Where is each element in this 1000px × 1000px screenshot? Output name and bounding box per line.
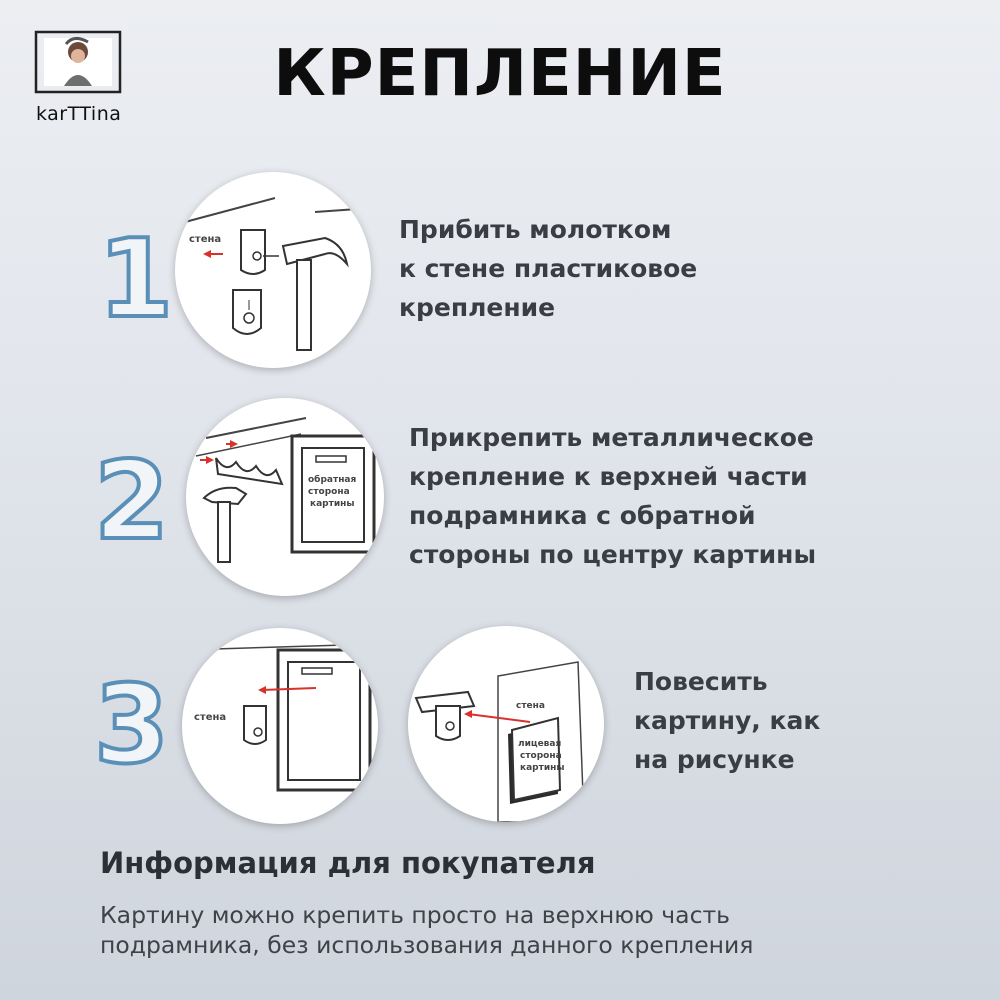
step-number-1: 1 bbox=[98, 217, 174, 342]
front-side-label-1: лицевая bbox=[518, 739, 562, 749]
step-3-line: Повесить bbox=[634, 667, 768, 696]
wall-label: стена bbox=[194, 712, 227, 723]
info-line: Картину можно крепить просто на верхнюю часть bbox=[100, 901, 731, 929]
step-1-line: Прибить молотком bbox=[399, 215, 672, 244]
back-side-label-3: картины bbox=[310, 499, 355, 509]
back-side-label-1: обратная bbox=[308, 475, 357, 485]
step-number-2: 2 bbox=[94, 439, 170, 564]
front-side-label-2: сторона bbox=[520, 751, 562, 761]
step-2-line: стороны по центру картины bbox=[409, 540, 817, 569]
back-side-label-2: сторона bbox=[308, 487, 350, 497]
step-number-3: 3 bbox=[94, 663, 170, 788]
step-3-text bbox=[634, 662, 820, 779]
wall-label: стена bbox=[189, 234, 222, 245]
step-1-illustration bbox=[175, 172, 371, 368]
step-2-text bbox=[409, 418, 816, 574]
step-3-line: картину, как bbox=[634, 706, 821, 735]
wall-label: стена bbox=[516, 701, 545, 711]
step-2-illustration bbox=[186, 398, 384, 596]
step-3-illustration-hang bbox=[408, 626, 604, 822]
brand-name: karTTina bbox=[36, 103, 122, 125]
info-title: Информация для покупателя bbox=[100, 846, 596, 880]
step-1-line: крепление bbox=[399, 293, 556, 322]
front-side-label-3: картины bbox=[520, 763, 565, 773]
step-3-line: на рисунке bbox=[634, 745, 795, 774]
step-2-line: подрамника с обратной bbox=[409, 501, 756, 530]
step-3-illustration-wall bbox=[182, 628, 378, 824]
step-1-text bbox=[399, 210, 697, 327]
step-2-line: крепление к верхней части bbox=[409, 462, 808, 491]
step-1-line: к стене пластиковое bbox=[399, 254, 698, 283]
info-text bbox=[100, 900, 920, 960]
info-line: подрамника, без использования данного крепления bbox=[100, 931, 754, 959]
page-title: КРЕПЛЕНИЕ bbox=[273, 37, 727, 111]
step-2-line: Прикрепить металлическое bbox=[409, 423, 814, 452]
